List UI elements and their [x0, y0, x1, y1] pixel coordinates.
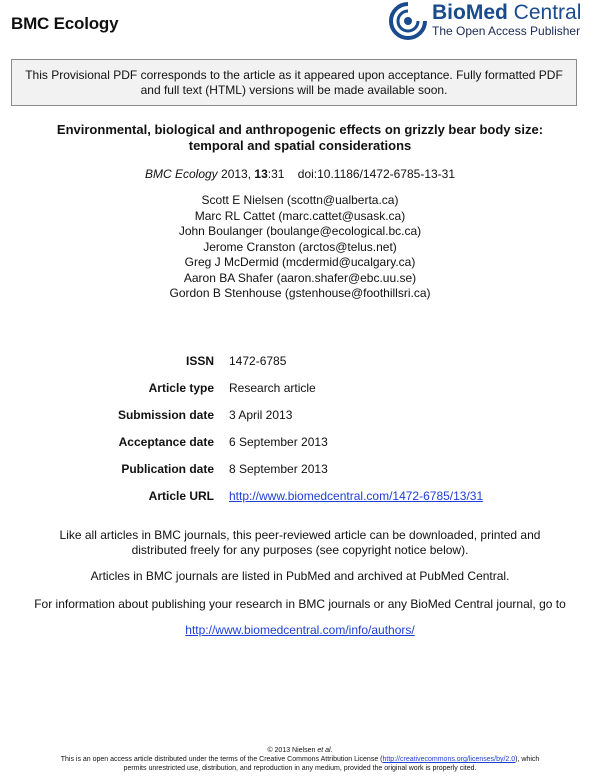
metadata-row-article-type	[0, 381, 600, 408]
metadata-value: Research article	[229, 381, 316, 395]
author-entry: Gordon B Stenhouse (gstenhouse@foothillsri.ca)	[169, 286, 431, 300]
metadata-row-publication-date	[0, 462, 600, 489]
metadata-row-submission-date	[0, 408, 600, 435]
copyright-text: © 2013 Nielsen	[267, 747, 318, 754]
metadata-value: 3 April 2013	[229, 408, 293, 422]
author-entry: Scott E Nielsen (scottn@ualberta.ca)	[201, 193, 399, 207]
biomed-central-logo[interactable]	[388, 0, 588, 42]
distribution-notice-line: distributed freely for any purposes (see copyright notice below).	[131, 543, 469, 557]
author-list	[0, 193, 600, 302]
logo-bio-text: BioMed	[432, 1, 508, 24]
license-line	[0, 755, 600, 764]
license-link[interactable]: http://creativecommons.org/licenses/by/2.0	[382, 756, 516, 763]
authors-info-link[interactable]: http://www.biomedcentral.com/info/authors/	[185, 623, 415, 637]
license-text-end: ), which	[515, 756, 540, 763]
citation-volume: 13	[254, 167, 268, 181]
license-text: This is an open access article distributed under the terms of the Creative Commons Attribution License (	[60, 756, 383, 763]
copyright-line	[0, 746, 600, 755]
metadata-row-article-url	[0, 489, 600, 516]
metadata-row-issn	[0, 354, 600, 381]
citation	[0, 167, 600, 181]
provisional-notice: This Provisional PDF corresponds to the article as it appeared upon acceptance. Fully formatted PDF and full text (HTML) versions will be made available soon.	[11, 59, 577, 106]
metadata-label: Article URL	[148, 489, 214, 503]
authors-info-link-row	[0, 623, 600, 638]
logo-central-text: Central	[513, 1, 582, 24]
pubmed-notice: Articles in BMC journals are listed in PubMed and archived at PubMed Central.	[90, 569, 510, 583]
metadata-label: Submission date	[117, 408, 214, 422]
journal-name: BMC Ecology	[11, 14, 119, 33]
distribution-notice-line: Like all articles in BMC journals, this peer-reviewed article can be downloaded, printed and	[59, 528, 541, 542]
citation-doi: :31 doi:10.1186/1472-6785-13-31	[267, 167, 456, 181]
metadata-value: 8 September 2013	[229, 462, 328, 476]
metadata-label: Article type	[148, 381, 214, 395]
author-entry: Marc RL Cattet (marc.cattet@usask.ca)	[194, 208, 406, 223]
metadata-label: Acceptance date	[118, 435, 214, 449]
author-entry: Aaron BA Shafer (aaron.shafer@ebc.uu.se)	[183, 270, 417, 285]
publishing-info: For information about publishing your research in BMC journals or any BioMed Central journal, go to	[34, 597, 566, 611]
logo-wordmark	[432, 1, 581, 25]
article-title-line: Environmental, biological and anthropogenic effects on grizzly bear body size:	[56, 122, 544, 137]
citation-year: 2013,	[217, 167, 255, 181]
author-entry: Greg J McDermid (mcdermid@ucalgary.ca)	[184, 255, 416, 269]
article-title-line: temporal and spatial considerations	[188, 138, 412, 153]
article-title	[0, 122, 600, 154]
metadata-value: 1472-6785	[229, 354, 287, 368]
logo-tagline: The Open Access Publisher	[432, 24, 581, 38]
copyright-etal: et al.	[317, 747, 333, 754]
metadata-value: 6 September 2013	[229, 435, 328, 449]
article-url-link[interactable]: http://www.biomedcentral.com/1472-6785/13/31	[229, 489, 484, 503]
article-metadata	[0, 354, 600, 516]
biomed-central-emblem-icon	[388, 1, 428, 41]
metadata-label: Publication date	[121, 462, 214, 476]
citation-journal: BMC Ecology	[144, 167, 218, 181]
distribution-notice	[0, 528, 600, 558]
author-entry: Jerome Cranston (arctos@telus.net)	[203, 239, 397, 254]
license-line-2: permits unrestricted use, distribution, and reproduction in any medium, provided the original work is properly cited.	[123, 765, 477, 772]
metadata-row-acceptance-date	[0, 435, 600, 462]
author-entry: John Boulanger (boulange@ecological.bc.ca)	[178, 224, 422, 238]
metadata-label: ISSN	[185, 354, 214, 368]
copyright-footer	[0, 746, 600, 773]
